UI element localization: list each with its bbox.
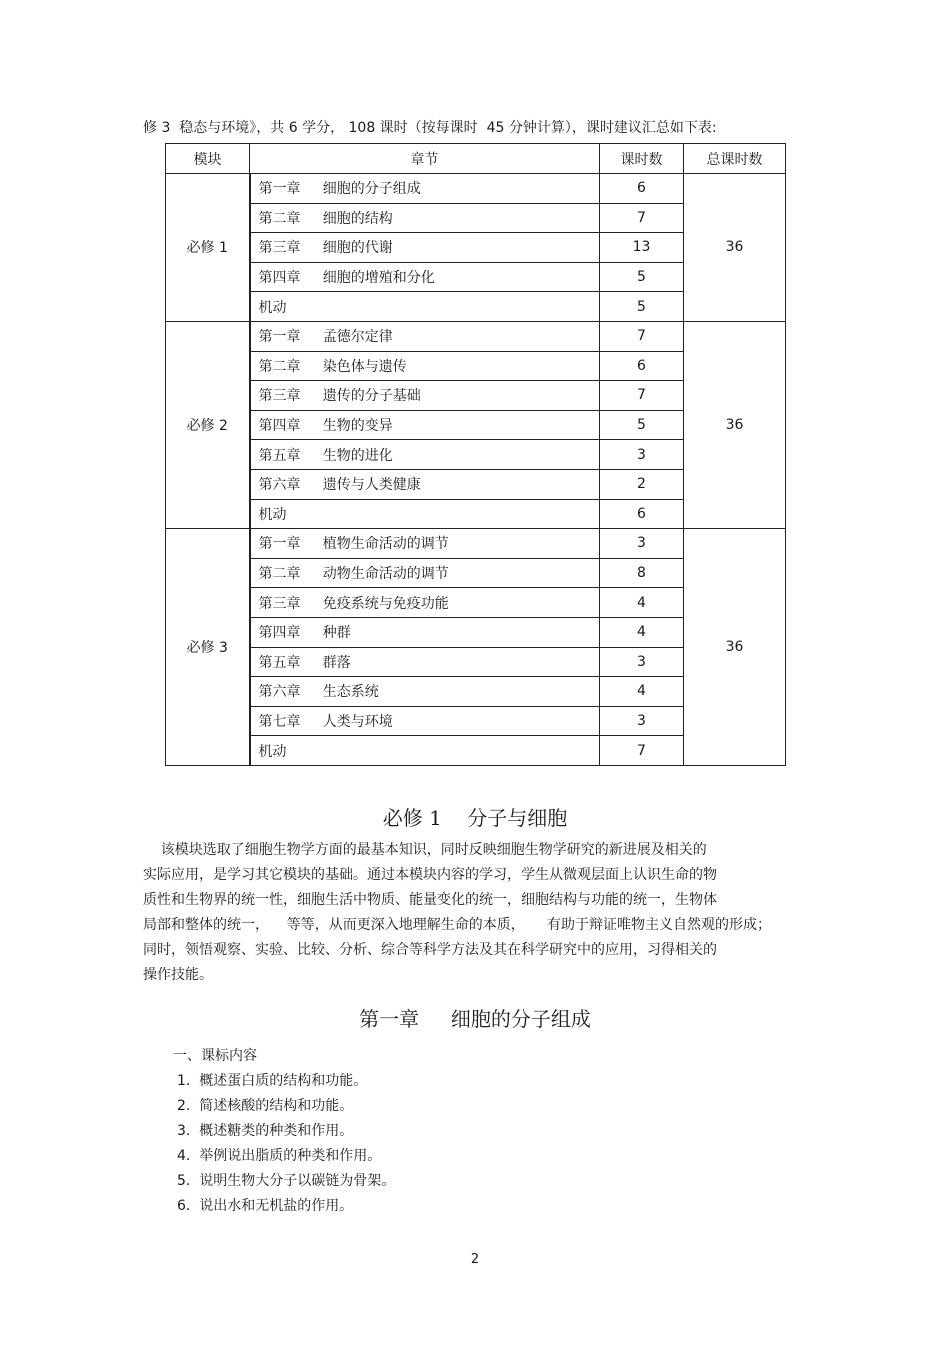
header-hours: 课时数 <box>600 144 684 174</box>
intro-line: 修 3 稳态与环境》，共 6 学分， 108 课时（按每课时 45 分钟计算），课时建议汇总如下表: <box>143 120 717 136</box>
list-item: 6. 说出水和无机盐的作用。 <box>177 1198 354 1214</box>
chapter-cell: 第七章 人类与环境 <box>250 706 600 736</box>
chapter-title: 第一章 细胞的分子组成 <box>359 1007 591 1031</box>
header-chapter: 章节 <box>250 144 600 174</box>
chapter-cell: 机动 <box>250 736 600 766</box>
paragraph-line: 同时，领悟观察、实验、比较、分析、综合等科学方法及其在科学研究中的应用，习得相关的 <box>143 942 717 958</box>
hours-cell: 6 <box>600 351 684 381</box>
hours-cell: 5 <box>600 262 684 292</box>
list-item: 4. 举例说出脂质的种类和作用。 <box>177 1148 382 1164</box>
chapter-cell: 第五章 群落 <box>250 647 600 677</box>
chapter-cell: 第二章 染色体与遗传 <box>250 351 600 381</box>
module-cell: 必修 3 <box>166 529 250 766</box>
section-paragraph <box>143 838 793 988</box>
chapter-cell: 第三章 免疫系统与免疫功能 <box>250 588 600 618</box>
section-title: 必修 1 分子与细胞 <box>382 806 568 830</box>
hours-cell: 13 <box>600 233 684 263</box>
table-row <box>166 321 786 351</box>
chapter-cell: 机动 <box>250 499 600 529</box>
hours-cell: 3 <box>600 529 684 559</box>
chapter-cell: 第二章 细胞的结构 <box>250 203 600 233</box>
paragraph-line: 操作技能。 <box>143 967 213 983</box>
table-body <box>166 174 786 766</box>
hours-cell: 6 <box>600 174 684 204</box>
hours-cell: 5 <box>600 292 684 322</box>
hours-cell: 4 <box>600 677 684 707</box>
hours-cell: 5 <box>600 410 684 440</box>
hours-cell: 6 <box>600 499 684 529</box>
chapter-cell: 第四章 生物的变异 <box>250 410 600 440</box>
list-item: 1. 概述蛋白质的结构和功能。 <box>177 1073 368 1089</box>
table-header-row <box>166 144 786 174</box>
total-cell: 36 <box>684 174 786 322</box>
list-subheading: 一、课标内容 <box>173 1048 257 1064</box>
chapter-cell: 第一章 植物生命活动的调节 <box>250 529 600 559</box>
chapter-cell: 第一章 孟德尔定律 <box>250 321 600 351</box>
hours-cell: 4 <box>600 617 684 647</box>
hours-cell: 7 <box>600 381 684 411</box>
module-cell: 必修 1 <box>166 174 250 322</box>
paragraph-line: 实际应用，是学习其它模块的基础。通过本模块内容的学习，学生从微观层面上认识生命的物 <box>143 867 717 883</box>
chapter-cell: 第二章 动物生命活动的调节 <box>250 558 600 588</box>
paragraph-line: 该模块选取了细胞生物学方面的最基本知识，同时反映细胞生物学研究的新进展及相关的 <box>143 842 707 858</box>
chapter-cell: 第四章 种群 <box>250 617 600 647</box>
hours-cell: 8 <box>600 558 684 588</box>
table-row <box>166 529 786 559</box>
curriculum-list <box>173 1044 395 1219</box>
hours-cell: 2 <box>600 469 684 499</box>
header-total: 总课时数 <box>684 144 786 174</box>
hours-cell: 7 <box>600 203 684 233</box>
module-cell: 必修 2 <box>166 321 250 528</box>
chapter-cell: 第一章 细胞的分子组成 <box>250 174 600 204</box>
hours-cell: 7 <box>600 321 684 351</box>
hours-cell: 3 <box>600 440 684 470</box>
chapter-cell: 第四章 细胞的增殖和分化 <box>250 262 600 292</box>
page-number: 2 <box>470 1252 480 1267</box>
list-item: 5. 说明生物大分子以碳链为骨架。 <box>177 1173 396 1189</box>
chapter-cell: 机动 <box>250 292 600 322</box>
paragraph-line: 质性和生物界的统一性，细胞生活中物质、能量变化的统一，细胞结构与功能的统一，生物体 <box>143 892 717 908</box>
list-item: 3. 概述糖类的种类和作用。 <box>177 1123 354 1139</box>
paragraph-line: 局部和整体的统一， 等等，从而更深入地理解生命的本质， 有助于辩证唯物主义自然观的形成； <box>143 917 772 933</box>
total-cell: 36 <box>684 321 786 528</box>
total-cell: 36 <box>684 529 786 766</box>
hours-cell: 3 <box>600 706 684 736</box>
hours-cell: 4 <box>600 588 684 618</box>
header-module: 模块 <box>166 144 250 174</box>
hours-cell: 7 <box>600 736 684 766</box>
class-hours-table <box>165 143 786 766</box>
chapter-cell: 第三章 细胞的代谢 <box>250 233 600 263</box>
table-row <box>166 174 786 204</box>
chapter-cell: 第六章 生态系统 <box>250 677 600 707</box>
hours-cell: 3 <box>600 647 684 677</box>
chapter-cell: 第三章 遗传的分子基础 <box>250 381 600 411</box>
chapter-cell: 第六章 遗传与人类健康 <box>250 469 600 499</box>
chapter-cell: 第五章 生物的进化 <box>250 440 600 470</box>
list-item: 2. 简述核酸的结构和功能。 <box>177 1098 354 1114</box>
